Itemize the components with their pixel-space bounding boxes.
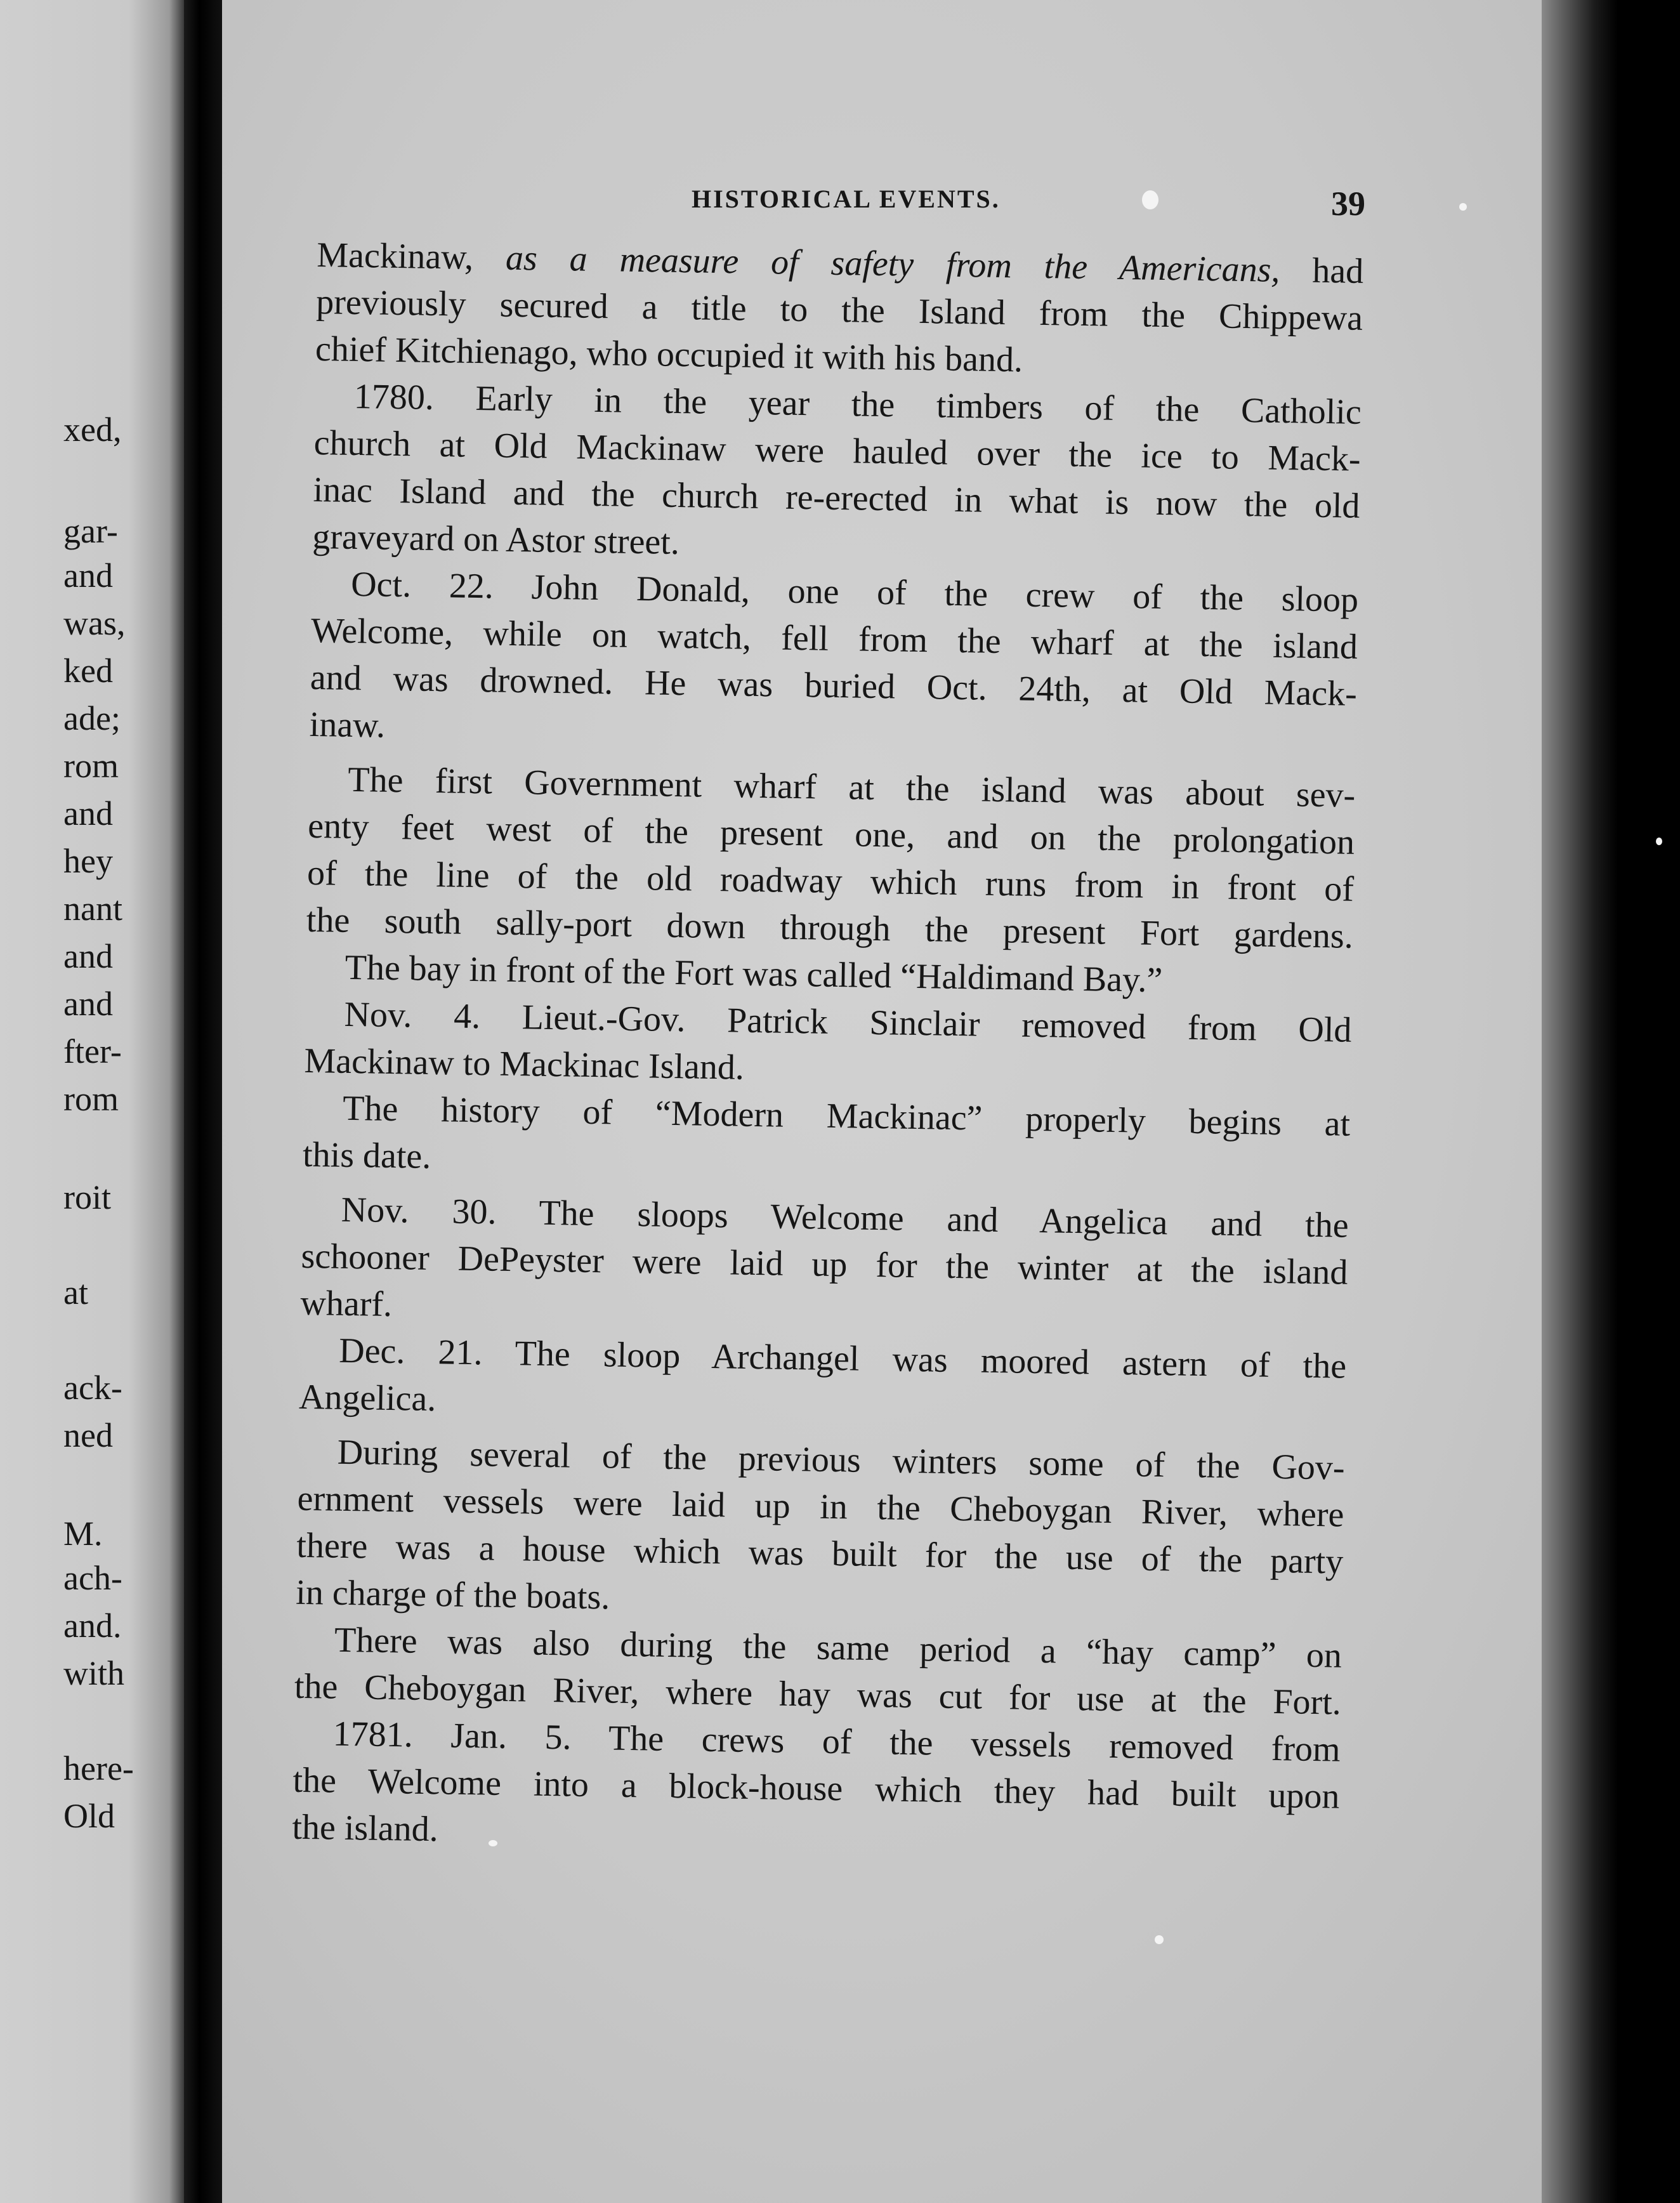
- previous-page: [0, 0, 184, 2203]
- text-line: enty feet west of the present one, and on the prolongation: [307, 806, 1355, 862]
- previous-page-fragment: hey: [63, 842, 113, 880]
- paper-speck: [1656, 838, 1662, 845]
- text-line: Angelica.: [298, 1377, 436, 1419]
- text-line: there was a house which was built for the use of the party: [296, 1525, 1344, 1582]
- page-number: 39: [1331, 185, 1365, 223]
- text-line: this date.: [302, 1134, 431, 1176]
- text-line: schooner DePeyster were laid up for the winter at the island: [301, 1236, 1348, 1292]
- previous-page-fragment: ack-: [63, 1369, 122, 1407]
- text-line: graveyard on Astor street.: [312, 516, 680, 563]
- text-line: the Cheboygan River, where hay was cut for use at the Fort.: [294, 1666, 1342, 1723]
- paragraph-start-line: During several of the previous winters some of the Gov-: [337, 1432, 1346, 1488]
- paper-speck: [1155, 1935, 1164, 1944]
- text-line: wharf.: [299, 1283, 393, 1325]
- text-line: the Welcome into a block-house which they had built upon: [292, 1760, 1340, 1817]
- previous-page-fragment: was,: [63, 604, 126, 642]
- previous-page-fragment: rom: [63, 747, 119, 785]
- previous-page-fragment: fter-: [63, 1032, 122, 1070]
- previous-page-fragment: roit: [63, 1178, 111, 1216]
- paragraph-start-line: The history of “Modern Mackinac” properly begins at: [342, 1088, 1351, 1144]
- previous-page-fragment: M.: [63, 1515, 103, 1553]
- text-line: inac Island and the church re-erected in what is now the old: [313, 470, 1360, 526]
- text-line: chief Kitchienago, who occupied it with his band.: [315, 329, 1023, 380]
- book-gutter: [184, 0, 222, 2203]
- paragraph-start-line: Nov. 30. The sloops Welcome and Angelica and the: [341, 1190, 1349, 1246]
- previous-page-fragment: and.: [63, 1607, 122, 1645]
- italic-phrase: as a measure of safety from the Americans,: [505, 238, 1280, 290]
- previous-page-fragment: nant: [63, 890, 122, 928]
- text-line: inaw.: [309, 704, 386, 746]
- text-line: Welcome, while on watch, fell from the wharf at the island: [310, 610, 1358, 667]
- previous-page-fragment: with: [63, 1654, 125, 1692]
- text-line: previously secured a title to the Island from the Chippewa: [315, 282, 1363, 338]
- line-start: Mackinaw,: [316, 235, 474, 277]
- previous-page-fragment: and: [63, 937, 113, 975]
- paragraph-start-line: Nov. 4. Lieut.-Gov. Patrick Sinclair removed from Old: [344, 994, 1352, 1050]
- text-line: church at Old Mackinaw were hauled over the ice to Mack-: [313, 423, 1362, 479]
- paragraph-start-line: The bay in front of the Fort was called “Haldimand Bay.”: [345, 947, 1163, 1001]
- text-line: in charge of the boats.: [295, 1572, 610, 1617]
- paragraph-start-line: There was also during the same period a “hay camp” on: [334, 1620, 1342, 1676]
- text-line: the south sally-port down through the present Fort gardens.: [306, 900, 1354, 956]
- paragraph-start-line: 1780. Early in the year the timbers of the Catholic: [353, 376, 1362, 432]
- text-line: of the line of the old roadway which runs from in front of: [306, 853, 1355, 909]
- previous-page-fragment: here-: [63, 1749, 134, 1787]
- paragraph-start-line: Dec. 21. The sloop Archangel was moored astern of the: [338, 1331, 1347, 1386]
- previous-page-fragment: xed,: [63, 411, 122, 449]
- paragraph-start-line: The first Government wharf at the island was about sev-: [347, 760, 1356, 815]
- previous-page-fragment: at: [63, 1273, 88, 1312]
- body-text: [292, 232, 1364, 1867]
- text-line: Mackinaw to Mackinac Island.: [303, 1041, 745, 1088]
- previous-page-fragment: ade;: [63, 699, 121, 737]
- previous-page-fragment: ach-: [63, 1559, 122, 1597]
- previous-page-fragment: rom: [63, 1080, 119, 1118]
- page-edge-shadow: [1542, 0, 1618, 2203]
- text-line: and was drowned. He was buried Oct. 24th, at Old Mack-: [310, 657, 1358, 714]
- paragraph-start-line: Oct. 22. John Donald, one of the crew of the sloop: [350, 564, 1359, 620]
- line-end: had: [1311, 251, 1364, 291]
- running-head: HISTORICAL EVENTS.: [692, 185, 1001, 213]
- paper-speck: [1459, 203, 1467, 211]
- previous-page-fragment: and: [63, 794, 113, 832]
- previous-page-fragment: and: [63, 556, 113, 595]
- paragraph-start-line: 1781. Jan. 5. The crews of the vessels removed from: [332, 1714, 1341, 1770]
- text-line: the island.: [292, 1807, 439, 1850]
- text-line: ernment vessels were laid up in the Cheboygan River, where: [297, 1478, 1344, 1535]
- previous-page-fragment: Old: [63, 1797, 115, 1835]
- previous-page-fragment: ned: [63, 1416, 113, 1454]
- previous-page-fragment: and: [63, 985, 113, 1023]
- previous-page-fragment: gar-: [63, 512, 118, 550]
- paper-speck: [1142, 190, 1158, 209]
- previous-page-fragment: ked: [63, 652, 113, 690]
